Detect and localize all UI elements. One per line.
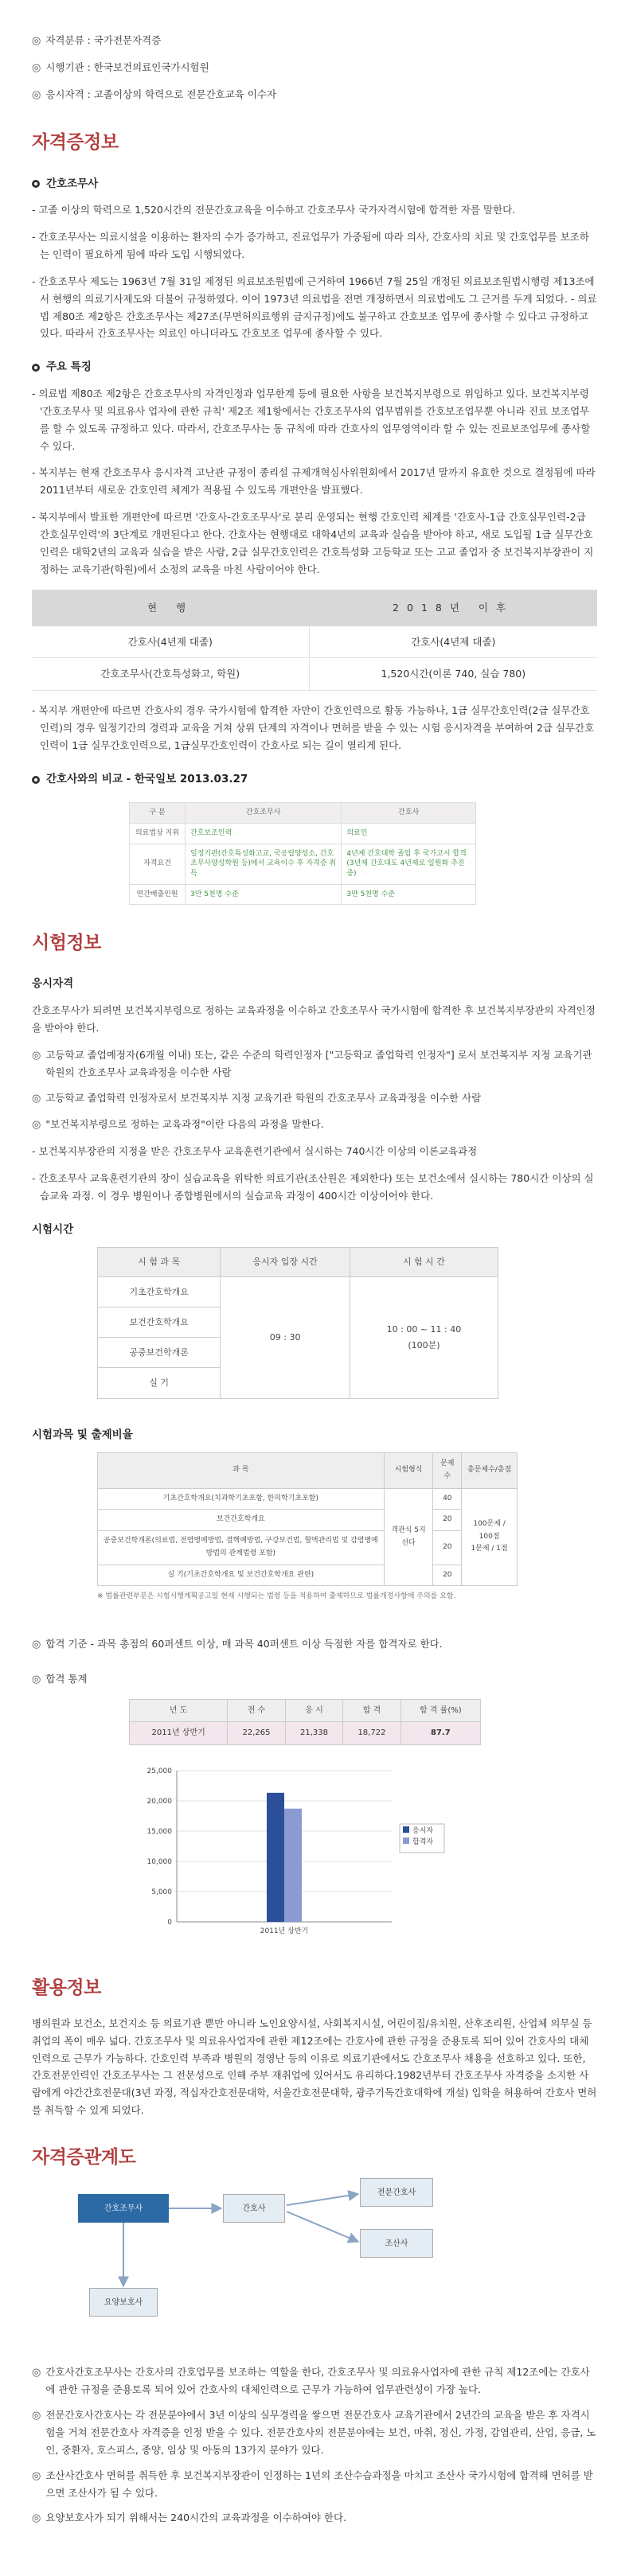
legend-swatch xyxy=(403,1837,409,1844)
dot-bullet-icon xyxy=(32,776,40,784)
paragraph: - 고졸 이상의 학력으로 1,520시간의 전문간호교육을 이수하고 간호조무사 국가자격시험에 합격한 자를 말한다. xyxy=(32,204,516,216)
pass-stat-chart xyxy=(129,1761,487,1950)
intro-list xyxy=(32,32,597,104)
list-item: ◎ 간호사간호조무사는 간호사의 간호업무를 보조하는 역할을 한다, 간호조무사 및 의료유사업자에 관한 규칙 제12조에는 간호사에 관한 규정을 준용토록 되어 있어 간호사의 대체인력으로 근무가 가능하여 업무관련성이 가장 높다. xyxy=(32,2366,590,2396)
section-title-cert-info: 자격증정보 xyxy=(32,132,119,154)
paragraph: - 간호조무사 제도는 1963년 7월 31일 제정된 의료보조원법에 근거하여 1966년 7월 25일 개정된 의료보조원법시행령 제13조에서 현행의 의료기사제도와 더불어 규정하였다. 이어 1973년 의료법을 전면 개정하면서 의료법에도 그 근거를 두게 되었다. - 의료법 제80조 제2항은 간호조무사는 제27조(무면허의료행위 금지규정)에도 불구하고 간호보조 업무에 종사할 수 있다고 규정하고 있다. 따라서 간호조무사는 의료인 아니더라도 간호보조 업무에 종사할 수 있다. xyxy=(32,275,597,340)
list-item: ◎ 요양보호사가 되기 위해서는 240시간의 교육과정을 이수하여야 한다. xyxy=(32,2509,597,2528)
circle-bullet-icon: ◎ xyxy=(32,2512,41,2525)
node-midwife: 조산사 xyxy=(360,2229,433,2258)
subsection-title: 간호사와의 비교 - 한국일보 2013.03.27 xyxy=(32,770,597,789)
table-row: 실 기(기초간호학개요 및 보건간호학개요 관련) 20 xyxy=(98,1565,518,1586)
intro-item: ◎ 자격분류 : 국가전문자격증 xyxy=(32,32,597,51)
bar-chart xyxy=(129,1761,487,1944)
arrow-line xyxy=(287,2212,358,2242)
exam-subject-table xyxy=(97,1452,518,1586)
table-row: 2011년 상반기 22,265 21,338 18,722 87.7 xyxy=(130,1722,481,1745)
pass-stat-table xyxy=(129,1699,481,1745)
paragraph: 간호조무사가 되려면 보건복지부령으로 정하는 교육과정을 이수하고 간호조무사 국가시험에 합격한 후 보건복지부장관의 자격인정을 받아야 한다. xyxy=(32,1004,596,1034)
legend-label: 응시자 xyxy=(412,1826,434,1835)
list-item: ◎ 전문간호사간호사는 각 전문분야에서 3년 이상의 실무경력을 쌓으면 전문간호사 교육기관에서 2년간의 교육을 받은 후 자격시험을 거쳐 전문간호사 자격증을 인정 받을 수 있다. 전문간호사의 전문분야에는 보건, 마취, 정신, 가정, 감염관리, 산업, 응급, 노인, 중환자, 호스피스, 종양, 임상 및 아동의 13가지 분야가 있다. xyxy=(32,2409,596,2456)
subsection-title: 주요 특징 xyxy=(32,358,597,377)
x-tick-label: 2011년 상반기 xyxy=(260,1927,309,1935)
section-title-usage-info: 활용정보 xyxy=(32,1977,101,1998)
paragraph: - 보건복지부장관의 지정을 받은 간호조무사 교육훈련기관에서 실시하는 740시간 이상의 이론교육과정 xyxy=(32,1145,478,1158)
table-row: 의료법상 지위 간호보조인력 의료인 xyxy=(130,824,476,844)
table-row: 보건간호학개요 20 xyxy=(98,1510,518,1531)
dot-bullet-icon xyxy=(32,180,40,188)
table-note: ※ 법률관련부분은 시험시행계획공고일 현재 시행되는 법령 등을 적용하여 출제하므로 법률개정사항에 주의를 요함. xyxy=(97,1592,456,1601)
circle-bullet-icon: ◎ xyxy=(32,1092,41,1105)
paragraph: - 의료법 제80조 제2항은 간호조무사의 자격인정과 업무한계 등에 필요한 사항을 보건복지부령으로 위임하고 있다. 보건복지부령 '간호조무사 및 의료유사 업자에 관한 규칙' 제2조 제1항에서는 간호조무사의 업무범위를 간호보조업무뿐 아니라 진료 보조업무를 할 수 있도록 규정하고 있다. 따라서, 간호조무사는 동 규칙에 따라 간호사의 업무영역이라 할 수 있는 진료보조업무에 종사할 수 있다. xyxy=(32,387,591,452)
table-row: 간호조무사(간호특성화고, 학원) 1,520시간(이론 740, 실습 780) xyxy=(32,658,597,691)
y-tick-label: 5,000 xyxy=(151,1888,172,1896)
circle-bullet-icon: ◎ xyxy=(32,61,41,74)
stats-title: ◎ 합격 통계 xyxy=(32,1670,597,1689)
intro-item: ◎ 시행기관 : 한국보건의료인국가시험원 xyxy=(32,59,597,78)
circle-bullet-icon: ◎ xyxy=(32,88,41,101)
table-row: 기초간호학개요(치과학기초포함, 한의학기초포함) 객관식 5지선다 40 100문제 / 100점 1문제 / 1점 xyxy=(98,1488,518,1510)
circle-bullet-icon: ◎ xyxy=(32,2367,41,2379)
intro-item: ◎ 응시자격 : 고졸이상의 학력으로 전문간호교육 이수자 xyxy=(32,86,597,105)
arrow-line xyxy=(287,2194,358,2205)
table-header: 구 분 xyxy=(130,802,186,824)
circle-bullet-icon: ◎ xyxy=(32,35,41,47)
list-item: ◎ 고등학교 졸업학력 인정자로서 보건복지부 지정 교육기관 학원의 간호조무사 교육과정을 이수한 사람 xyxy=(32,1089,597,1109)
subsection-title: 응시자격 xyxy=(32,977,74,991)
bar-응시자 xyxy=(267,1793,284,1922)
y-tick-label: 25,000 xyxy=(147,1767,172,1775)
table-row: 보건간호학개요 xyxy=(98,1307,498,1337)
section-title-exam-info: 시험정보 xyxy=(32,933,101,954)
table-header: 2018년 이후 xyxy=(309,590,597,626)
table-header: 현 행 xyxy=(32,590,309,626)
legend-swatch xyxy=(403,1826,409,1833)
section-title-relation: 자격증관계도 xyxy=(32,2147,136,2169)
y-tick-label: 15,000 xyxy=(147,1827,172,1836)
table-header: 과 목 xyxy=(98,1453,385,1489)
node-caregiver: 요양보호사 xyxy=(89,2288,158,2317)
dot-bullet-icon xyxy=(32,364,40,372)
circle-bullet-icon: ◎ xyxy=(32,1639,41,1651)
paragraph: 병의원과 보건소, 보건지소 등 의료기관 뿐만 아니라 노인요양시설, 사회복지시설, 어린이집/유치원, 산후조리원, 산업체 의무실 등 취업의 폭이 매우 넓다. 간호조무사 및 의료유사업자에 관한 제12조에는 간호사에 관한 규정을 준용토록 되어 있어 간호사의 대체인력으로 근무가 가능하다. 간호인력 부족과 병원의 경영난 등의 이유로 의료기관에서도 간호조무사 채용을 선호하고 있다. 또한, 간호전문인력인 간호조무사는 그 전문성으로 인해 주부 재취업에 있어서도 유리하다.1982년부터 간호조무사 자격증을 소지한 사람에게 야간간호전문대(3년 과정, 적십자간호전문대학, 서울간호전문대학, 광주기독간호대학에 개설) 입학을 허용하여 간호사 면허를 취득할 수 있게 되었다. xyxy=(32,2017,597,2117)
table-row: 공중보건학개론 xyxy=(98,1338,498,1368)
table-row: 기초간호학개요 09 : 30 10 : 00 ~ 11 : 40 (100분) xyxy=(98,1276,498,1307)
table-row: 실 기 xyxy=(98,1368,498,1398)
paragraph: - 복지부는 현재 간호조무사 응시자격 고난관 규정이 종리설 규제개혁심사위원회에서 2017년 말까지 유효한 것으로 결정됨에 따라 2011년부터 새로운 간호인력 체계가 적용될 수 있도록 개편안을 발표했다. xyxy=(32,466,596,497)
comparison-table xyxy=(129,802,476,906)
y-tick-label: 20,000 xyxy=(147,1797,172,1806)
node-specialist: 전문간호사 xyxy=(360,2178,433,2207)
paragraph: - 복지부 개편안에 따르면 간호사의 경우 국가시험에 합격한 자만이 간호인력으로 활동 가능하나, 1급 실무간호인력(2급 실무간호인력)의 경우 일정기간의 경력과 교육을 거쳐 상위 단계의 자격이나 면허를 받을 수 있는 시험 응시자격을 부여하여 2급 실무간호인력이 1급 실무간호인력으로, 1급실무간호인력이 간호사로 되는 길이 열리게 된다. xyxy=(32,704,595,751)
nurse-system-table xyxy=(32,590,597,692)
table-header: 전 수 xyxy=(228,1699,285,1722)
circle-bullet-icon: ◎ xyxy=(32,1049,41,1062)
table-header: 간호사 xyxy=(342,802,476,824)
pass-criteria: ◎ 합격 기준 - 과목 총점의 60퍼센트 이상, 매 과목 40퍼센트 이상 득점한 자를 합격자로 한다. xyxy=(32,1635,597,1654)
table-row: 자격요건 일정기관(간호특성화고교, 국공립양성소, 간호조무사양성학원 등)에서 교육이수 후 자격증 취득 4년제 간호대학 졸업 후 국가고시 합격 (3년제 간호대도 4년제로 일원화 추진중) xyxy=(130,844,476,884)
table-header: 합 격 xyxy=(343,1699,400,1722)
table-row: 간호사(4년제 대졸) 간호사(4년제 대졸) xyxy=(32,626,597,658)
node-nurse-aide: 간호조무사 xyxy=(78,2194,169,2223)
node-nurse: 간호사 xyxy=(223,2194,285,2223)
circle-bullet-icon: ◎ xyxy=(32,2469,41,2482)
list-item: ◎ 조산사간호사 면허를 취득한 후 보건복지부장관이 인정하는 1년의 조산수습과정을 마치고 조산사 국가시험에 합격해 면허를 받으면 조산사가 될 수 있다. xyxy=(32,2469,593,2499)
exam-time-table xyxy=(97,1247,498,1398)
subsection-title: 간호조무사 xyxy=(32,175,597,194)
table-header: 응 시 xyxy=(285,1699,342,1722)
table-header: 총문제수/총점 xyxy=(462,1453,518,1489)
table-header: 간호조무사 xyxy=(186,802,342,824)
table-header: 년 도 xyxy=(130,1699,228,1722)
paragraph: - 복지부에서 발표한 개편안에 따르면 '간호사-간호조무사'로 분리 운영되는 현행 간호인력 체계를 '간호사-1급 간호실무인력-2급 간호실무인력'의 3단계로 개편된다고 한다. 간호사는 현행대로 대학4년의 교육과 실습을 받아야 하고, 새로 도입될 1급 실무간호인력은 대학2년의 교육과 실습을 받은 사람, 2급 실무간호인력은 간호특성화 고등학교 또는 고교 졸업자 중 보건복지부장관이 지정하는 교육기관(학원)에서 소정의 교육을 마친 사람이어야 한다. xyxy=(32,511,594,575)
table-row: 연간배출인원 3만 5천명 수준 3만 5천명 수준 xyxy=(130,884,476,905)
list-item: ◎ 고등학교 졸업예정자(6개월 이내) 또는, 같은 수준의 학력인정자 ["고등학교 졸업학력 인정자"] 로서 보건복지부 지정 교육기관 학원의 간호조무사 교육과정을 이수한 사람 xyxy=(32,1048,592,1078)
y-tick-label: 0 xyxy=(167,1918,172,1927)
paragraph: - 간호조무사 교육훈련기관의 장이 실습교육을 위탁한 의료기관(조산원은 제외한다) 또는 보건소에서 실시하는 780시간 이상의 실습교육 과정. 이 경우 병원이나 종합병원에서의 실습교육 과정이 400시간 이상이어야 한다. xyxy=(32,1171,594,1202)
table-header: 합 격 률(%) xyxy=(400,1699,480,1722)
legend-label: 합격자 xyxy=(412,1837,434,1846)
subsection-title: 시험시간 xyxy=(32,1222,74,1236)
table-header: 문제수 xyxy=(433,1453,462,1489)
table-header: 시험형식 xyxy=(384,1453,433,1489)
subsection-title: 시험과목 및 출제비율 xyxy=(32,1428,133,1441)
table-header: 시 험 과 목 xyxy=(98,1248,221,1276)
paragraph: - 간호조무사는 의료시설을 이용하는 환자의 수가 증가하고, 진료업무가 가중됨에 따라 의사, 간호사의 치료 및 간호업무를 보조하는 인력이 필요하게 됨에 따라 도입 시행되었다. xyxy=(32,231,589,260)
relation-diagram xyxy=(32,2184,597,2356)
list-item: ◎ "보건복지부령으로 정하는 교육과정"이란 다음의 과정을 말한다. xyxy=(32,1116,597,1135)
table-row: 공중보건학개론(의료법, 전염병예방법, 결핵예방법, 구강보건법, 혈액관리법 및 감염병예방법의 관계법령 포함) 20 xyxy=(98,1531,518,1565)
table-header: 응시자 입장 시간 xyxy=(221,1248,350,1276)
table-header: 시 험 시 간 xyxy=(350,1248,498,1276)
circle-bullet-icon: ◎ xyxy=(32,1119,41,1132)
circle-bullet-icon: ◎ xyxy=(32,2410,41,2422)
y-tick-label: 10,000 xyxy=(147,1857,172,1866)
bar-합격자 xyxy=(284,1808,302,1921)
circle-bullet-icon: ◎ xyxy=(32,1673,41,1686)
